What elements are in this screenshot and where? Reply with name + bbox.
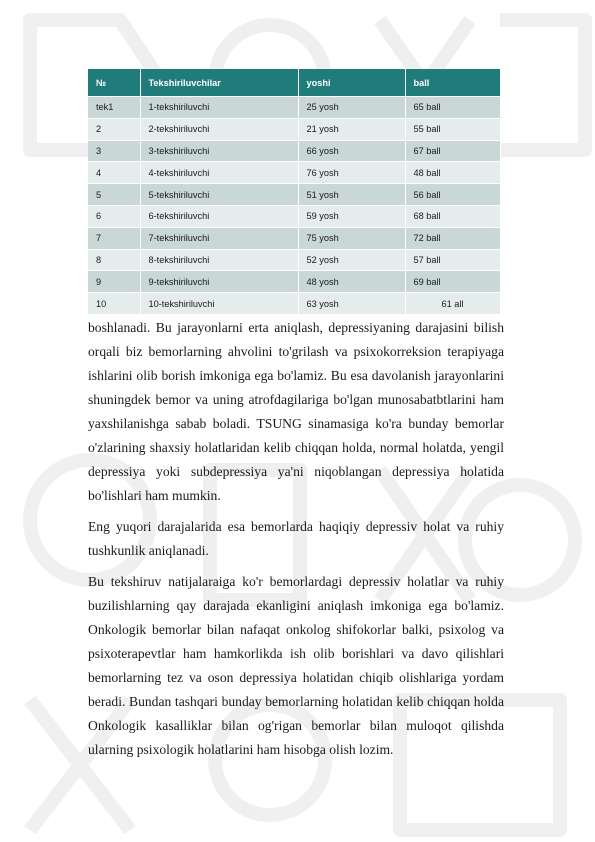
cell-age: 52 yosh [298,249,405,271]
table-row [88,249,500,271]
cell-score: 68 ball [405,205,500,227]
cell-subject: 4-tekshiriluvchi [140,162,298,184]
body-text [88,316,504,769]
cell-score: 61 all [405,293,500,314]
header-subjects: Tekshiriluvchilar [140,69,298,97]
table-row [88,184,500,206]
paragraph: Eng yuqori darajalarida esa bemorlarda haqiqiy depressiv holat va ruhiy tushkunlik aniqlanadi. [88,519,504,558]
cell-number: 4 [88,162,140,184]
cell-score: 55 ball [405,118,500,140]
cell-score: 48 ball [405,162,500,184]
table-row [88,97,500,119]
cell-number: 6 [88,205,140,227]
table-row [88,140,500,162]
cell-score: 72 ball [405,227,500,249]
cell-age: 21 yosh [298,118,405,140]
cell-age: 48 yosh [298,271,405,293]
table-header-row [88,69,500,97]
cell-subject: 6-tekshiriluvchi [140,205,298,227]
cell-age: 63 yosh [298,293,405,314]
table-row [88,162,500,184]
cell-score: 69 ball [405,271,500,293]
cell-score: 65 ball [405,97,500,119]
cell-subject: 10-tekshiriluvchi [140,293,298,314]
cell-subject: 1-tekshiriluvchi [140,97,298,119]
cell-subject: 2-tekshiriluvchi [140,118,298,140]
cell-age: 76 yosh [298,162,405,184]
cell-number: 5 [88,184,140,206]
paragraph: boshlanadi. Bu jarayonlarni erta aniqlash, depressiyaning darajasini bilish orqali biz bemorlarning ahvolini to'grilash va psixokorreksion terapiyaga ishlarini olib borish imkoniga ega bo'lamiz. Bu esa davolanish jarayonlarini shuningdek bemor va uning atrofdagilariga bo'lgan munosabatbtlarini ham yaxshilanishga sabab boladi. TSUNG sinamasiga ko'ra bunday bemorlar o'zlarining shaxsiy holatlaridan kelib chiqqan holda, normal holatda, yengil depressiya yoki subdepressiya ya'ni niqoblangan depressiya holatida bo'lishlari ham mumkin. [88,320,504,503]
cell-subject: 7-tekshiriluvchi [140,227,298,249]
table-row [88,293,500,314]
cell-score: 67 ball [405,140,500,162]
cell-age: 51 yosh [298,184,405,206]
table-row [88,227,500,249]
cell-number: tek1 [88,97,140,119]
table-row [88,118,500,140]
header-age: yoshi [298,69,405,97]
cell-number: 7 [88,227,140,249]
cell-age: 59 yosh [298,205,405,227]
cell-subject: 3-tekshiriluvchi [140,140,298,162]
cell-age: 75 yosh [298,227,405,249]
cell-number: 9 [88,271,140,293]
results-table [88,69,501,314]
cell-subject: 8-tekshiriluvchi [140,249,298,271]
paragraph: Bu tekshiruv natijalaraiga ko'r bemorlardagi depressiv holatlar va ruhiy buzilishlarning qay darajada ekanligini aniqlash imkoniga ega bo'lamiz. Onkologik bemorlar bilan nafaqat onkolog shifokorlar balki, psixolog va psixoterapevtlar ham hamkorlikda ish olib borishlari va davo qilishlari bemorlarning tez va oson depressiya holatidan chiqib olishlariga yordam beradi. Bundan tashqari bunday bemorlarning holatidan kelib chiqqan holda Onkologik kasalliklar bilan og'rigan bemorlar bilan muloqot qilishda ularning psixologik holatlarini ham hisobga olish lozim. [88,574,504,757]
cell-number: 2 [88,118,140,140]
cell-score: 56 ball [405,184,500,206]
cell-number: 10 [88,293,140,314]
cell-number: 3 [88,140,140,162]
table-row [88,271,500,293]
header-score: ball [405,69,500,97]
cell-subject: 9-tekshiriluvchi [140,271,298,293]
table-row [88,205,500,227]
cell-age: 66 yosh [298,140,405,162]
cell-number: 8 [88,249,140,271]
cell-age: 25 yosh [298,97,405,119]
cell-subject: 5-tekshiriluvchi [140,184,298,206]
header-number: № [88,69,140,97]
cell-score: 57 ball [405,249,500,271]
